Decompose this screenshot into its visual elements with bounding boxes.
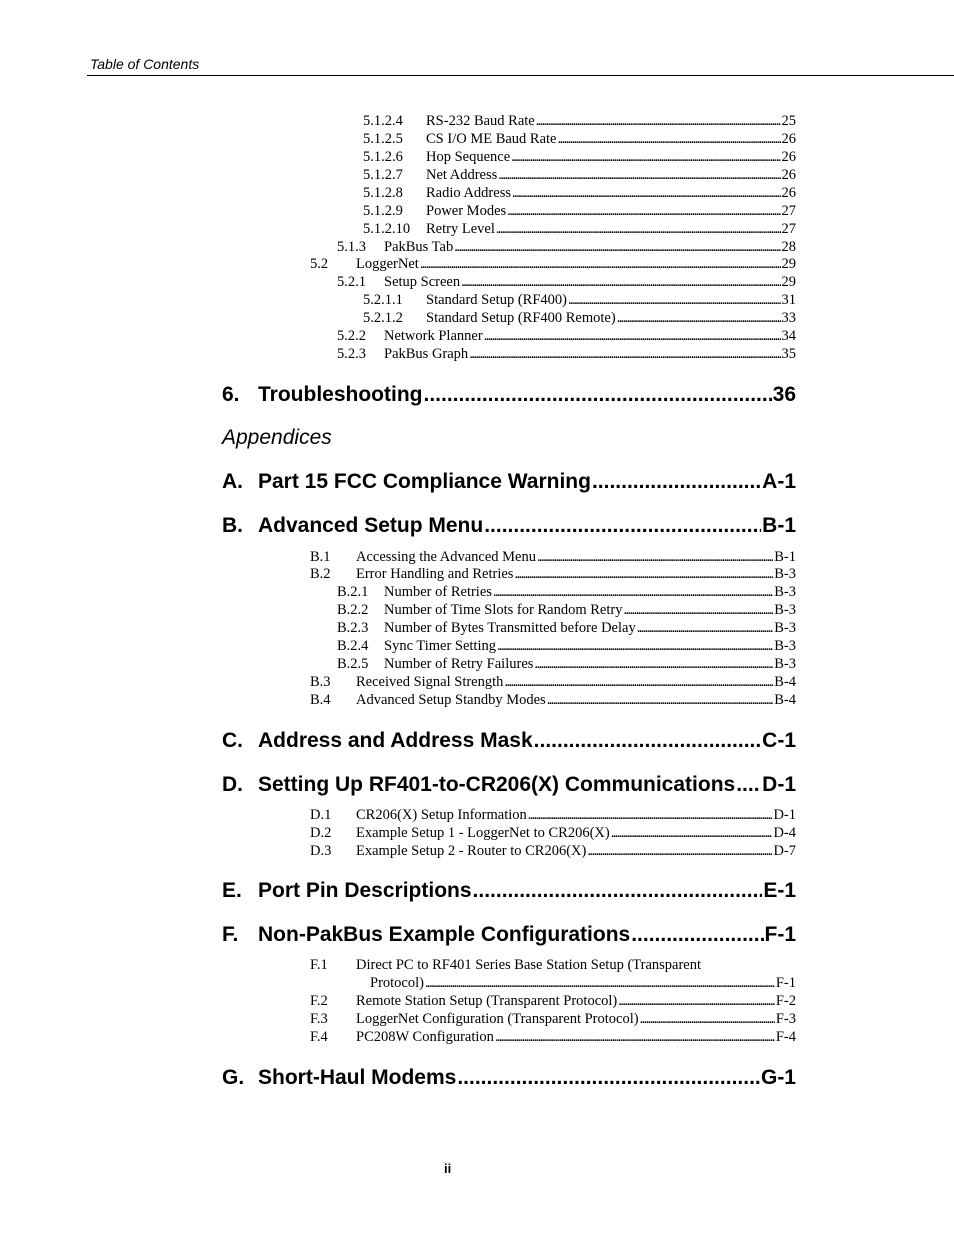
toc-entry-number: B.2.4 [337,638,369,654]
toc-entry-number: F.1 [310,957,328,973]
dot-leader [457,1065,760,1091]
dot-leader [587,842,772,860]
toc-entry-title: Example Setup 2 - Router to CR206(X) [356,843,587,859]
chapter-letter: C. [222,729,243,752]
toc-entry[interactable] [310,255,796,273]
toc-entry-page: F-1 [775,975,796,991]
chapter-page: D-1 [762,773,796,796]
toc-entry-title: PakBus Tab [384,239,454,255]
toc-entry-page: B-3 [774,638,796,654]
toc-chapter-address-mask[interactable] [222,728,796,754]
toc-entry-number: 5.1.2.8 [363,185,403,201]
toc-entry[interactable] [310,824,796,842]
toc-entry[interactable] [310,806,796,824]
dot-leader [512,184,781,202]
dot-leader [496,220,781,238]
toc-entry-page: 35 [781,346,796,362]
toc-entry-title: CS I/O ME Baud Rate [426,131,557,147]
toc-entry-title: Power Modes [426,203,507,219]
dot-leader [631,922,763,948]
dot-leader [484,513,761,539]
toc-entry[interactable] [310,673,796,691]
dot-leader [454,238,780,256]
toc-entry-title: Example Setup 1 - LoggerNet to CR206(X) [356,825,610,841]
dot-leader [498,166,780,184]
dot-leader [611,824,773,842]
toc-entry[interactable] [363,291,796,309]
toc-entry[interactable] [337,238,796,256]
toc-entry-page: D-7 [773,843,796,859]
toc-entry[interactable] [337,601,796,619]
chapter-letter: 6. [222,383,240,406]
dot-leader [461,273,780,291]
chapter-title: Setting Up RF401-to-CR206(X) Communications [258,773,736,796]
toc-entry-page: B-3 [774,656,796,672]
dot-leader [568,291,781,309]
toc-entry-title: Remote Station Setup (Transparent Protocol) [356,993,618,1009]
toc-entry[interactable] [363,130,796,148]
dot-leader [495,1028,775,1046]
toc-entry-title: Standard Setup (RF400) [426,292,567,308]
dot-leader [484,327,781,345]
dot-leader [558,130,781,148]
dot-leader [617,309,781,327]
toc-entry-number: 5.2.1 [337,274,366,290]
chapter-letter: A. [222,470,243,493]
toc-entry-title: RS-232 Baud Rate [426,113,535,129]
chapter-letter: E. [222,879,242,902]
toc-entry[interactable] [310,992,796,1010]
toc-entry-number: 5.2.3 [337,346,366,362]
toc-entry-title: LoggerNet [356,256,419,272]
chapter-page: C-1 [762,729,796,752]
toc-entry-number: F.3 [310,1011,328,1027]
toc-entry-number: 5.1.2.10 [363,221,411,237]
toc-chapter-rf401-cr206[interactable] [222,772,796,798]
toc-entry-page: 26 [781,131,796,147]
dot-leader [473,878,763,904]
toc-entry-page: 25 [781,113,796,129]
dot-leader [537,548,773,566]
toc-chapter-troubleshooting[interactable] [222,382,796,408]
toc-entry[interactable] [310,691,796,709]
toc-entry-number: 5.1.3 [337,239,366,255]
chapter-title: Short-Haul Modems [258,1066,457,1089]
chapter-title: Part 15 FCC Compliance Warning [258,470,591,493]
toc-entry-title: LoggerNet Configuration (Transparent Protocol) [356,1011,639,1027]
toc-entry-title: CR206(X) Setup Information [356,807,527,823]
toc-entry-page: B-3 [774,584,796,600]
dot-leader [511,148,780,166]
dot-leader [592,469,761,495]
toc-entry-title: Retry Level [426,221,495,237]
chapter-letter: B. [222,514,243,537]
toc-entry-number: B.4 [310,692,331,708]
toc-entry-number: B.2.5 [337,656,369,672]
toc-chapter-port-pins[interactable] [222,878,796,904]
chapter-title: Non-PakBus Example Configurations [258,923,631,946]
dot-leader [618,992,775,1010]
toc-entry-page: B-4 [774,674,796,690]
chapter-title: Address and Address Mask [258,729,533,752]
toc-entry-number: B.2.2 [337,602,369,618]
dot-leader [536,112,781,130]
toc-chapter-advanced-setup[interactable] [222,513,796,539]
toc-entry[interactable] [310,842,796,860]
toc-entry[interactable] [363,112,796,130]
toc-entry-number: F.2 [310,993,328,1009]
toc-entry-number: 5.2.1.1 [363,292,403,308]
toc-entry[interactable] [310,1010,796,1028]
dot-leader [423,382,771,408]
toc-entry-page: F-4 [775,1029,796,1045]
toc-entry-title: Direct PC to RF401 Series Base Station Setup (Transparent [356,957,702,973]
toc-entry-page: 26 [781,167,796,183]
toc-entry-wrapped[interactable] [310,957,796,992]
chapter-page: A-1 [762,470,796,493]
toc-entry[interactable] [310,565,796,583]
toc-entry-number: F.4 [310,1029,328,1045]
toc-entry-page: 29 [781,274,796,290]
toc-chapter-short-haul[interactable] [222,1065,796,1091]
toc-entry-page: B-3 [774,566,796,582]
toc-entry-number: B.1 [310,549,331,565]
toc-entry-title: Sync Timer Setting [384,638,496,654]
toc-entry-number: 5.1.2.6 [363,149,403,165]
chapter-letter: F. [222,923,239,946]
toc-entry-title: Setup Screen [384,274,461,290]
dot-leader [547,691,774,709]
toc-entry-number: 5.2.2 [337,328,366,344]
dot-leader [504,673,773,691]
toc-entry-title: Error Handling and Retries [356,566,514,582]
toc-entry-number: 5.1.2.7 [363,167,403,183]
toc-entry[interactable] [337,619,796,637]
header-title: Table of Contents [90,56,200,72]
toc-entry-number: D.2 [310,825,332,841]
toc-entry[interactable] [337,583,796,601]
dot-leader [637,619,774,637]
toc-entry-number: 5.1.2.5 [363,131,403,147]
toc-entry-title: Radio Address [426,185,511,201]
toc-entry-line1 [310,957,796,974]
toc-entry-page: B-1 [774,549,796,565]
dot-leader [534,728,762,754]
toc-entry-title: PC208W Configuration [356,1029,494,1045]
toc-entry-title: Number of Time Slots for Random Retry [384,602,623,618]
dot-leader [623,601,773,619]
toc-chapter-fcc-warning[interactable] [222,469,796,495]
toc-entry-title: PakBus Graph [384,346,469,362]
toc-entry-title: Network Planner [384,328,483,344]
toc-entry-number: 5.1.2.4 [363,113,403,129]
toc-entry-title-cont: Protocol) [370,975,424,991]
toc-entry-page: D-4 [773,825,796,841]
dot-leader [534,655,773,673]
toc-entry-number: B.2.3 [337,620,369,636]
toc-entry-page: 29 [781,256,796,272]
toc-entry[interactable] [337,273,796,291]
toc-entry-number: B.2 [310,566,331,582]
dot-leader [425,974,775,992]
page-number: ii [444,1161,452,1176]
toc-entry-number: 5.2.1.2 [363,310,403,326]
chapter-letter: D. [222,773,243,796]
toc-entry-title: Number of Retries [384,584,492,600]
toc-entry-number: D.1 [310,807,332,823]
toc-entry-title: Hop Sequence [426,149,511,165]
toc-entry-page: 33 [781,310,796,326]
toc-entry-page: 26 [781,185,796,201]
toc-entry-page: F-3 [775,1011,796,1027]
toc-entry-page: 34 [781,328,796,344]
toc-entry-title: Net Address [426,167,498,183]
toc-entry[interactable] [363,166,796,184]
chapter-page: G-1 [760,1066,796,1089]
dot-leader [497,637,773,655]
toc-entry-number: 5.2 [310,256,329,272]
toc-entry-title: Standard Setup (RF400 Remote) [426,310,616,326]
toc-entry[interactable] [337,327,796,345]
toc-entry-page: 27 [781,203,796,219]
toc-entry-page: B-4 [774,692,796,708]
toc-entry-page: D-1 [773,807,796,823]
toc-entry[interactable] [310,548,796,566]
dot-leader [420,255,781,273]
toc-entry[interactable] [310,1028,796,1046]
toc-entry[interactable] [363,202,796,220]
toc-entry[interactable] [337,345,796,363]
toc-entry-page: F-2 [775,993,796,1009]
toc-entry-number: B.3 [310,674,331,690]
toc-entry-page: 28 [781,239,796,255]
toc-entry[interactable] [363,148,796,166]
toc-entry-title: Received Signal Strength [356,674,504,690]
toc-entry-title: Advanced Setup Standby Modes [356,692,546,708]
toc-entry-line2 [310,974,796,992]
toc-entry-title: Accessing the Advanced Menu [356,549,536,565]
toc-entry[interactable] [363,309,796,327]
dot-leader [736,772,761,798]
dot-leader [640,1010,775,1028]
chapter-title: Port Pin Descriptions [258,879,472,902]
dot-leader [493,583,773,601]
toc-entry[interactable] [337,637,796,655]
dot-leader [469,345,780,363]
toc-entry-page: 27 [781,221,796,237]
appendices-heading: Appendices [222,426,332,449]
toc-entry[interactable] [337,655,796,673]
toc-entry[interactable] [363,184,796,202]
chapter-page: E-1 [763,879,796,902]
chapter-title: Advanced Setup Menu [258,514,484,537]
toc-entry-number: D.3 [310,843,332,859]
toc-entry-page: 26 [781,149,796,165]
chapter-title: Troubleshooting [258,383,423,406]
toc-entry-number: B.2.1 [337,584,369,600]
toc-entry-page: 31 [781,292,796,308]
toc-entry[interactable] [363,220,796,238]
toc-entry-page: B-3 [774,602,796,618]
toc-entry-number: 5.1.2.9 [363,203,403,219]
chapter-page: 36 [772,383,796,406]
chapter-page: B-1 [762,514,796,537]
toc-entry-title: Number of Bytes Transmitted before Delay [384,620,636,636]
dot-leader [507,202,780,220]
toc-entry-page: B-3 [774,620,796,636]
chapter-page: F-1 [764,923,796,946]
dot-leader [528,806,773,824]
toc-chapter-non-pakbus[interactable] [222,922,796,948]
chapter-letter: G. [222,1066,245,1089]
dot-leader [514,565,773,583]
toc-entry-title: Number of Retry Failures [384,656,534,672]
